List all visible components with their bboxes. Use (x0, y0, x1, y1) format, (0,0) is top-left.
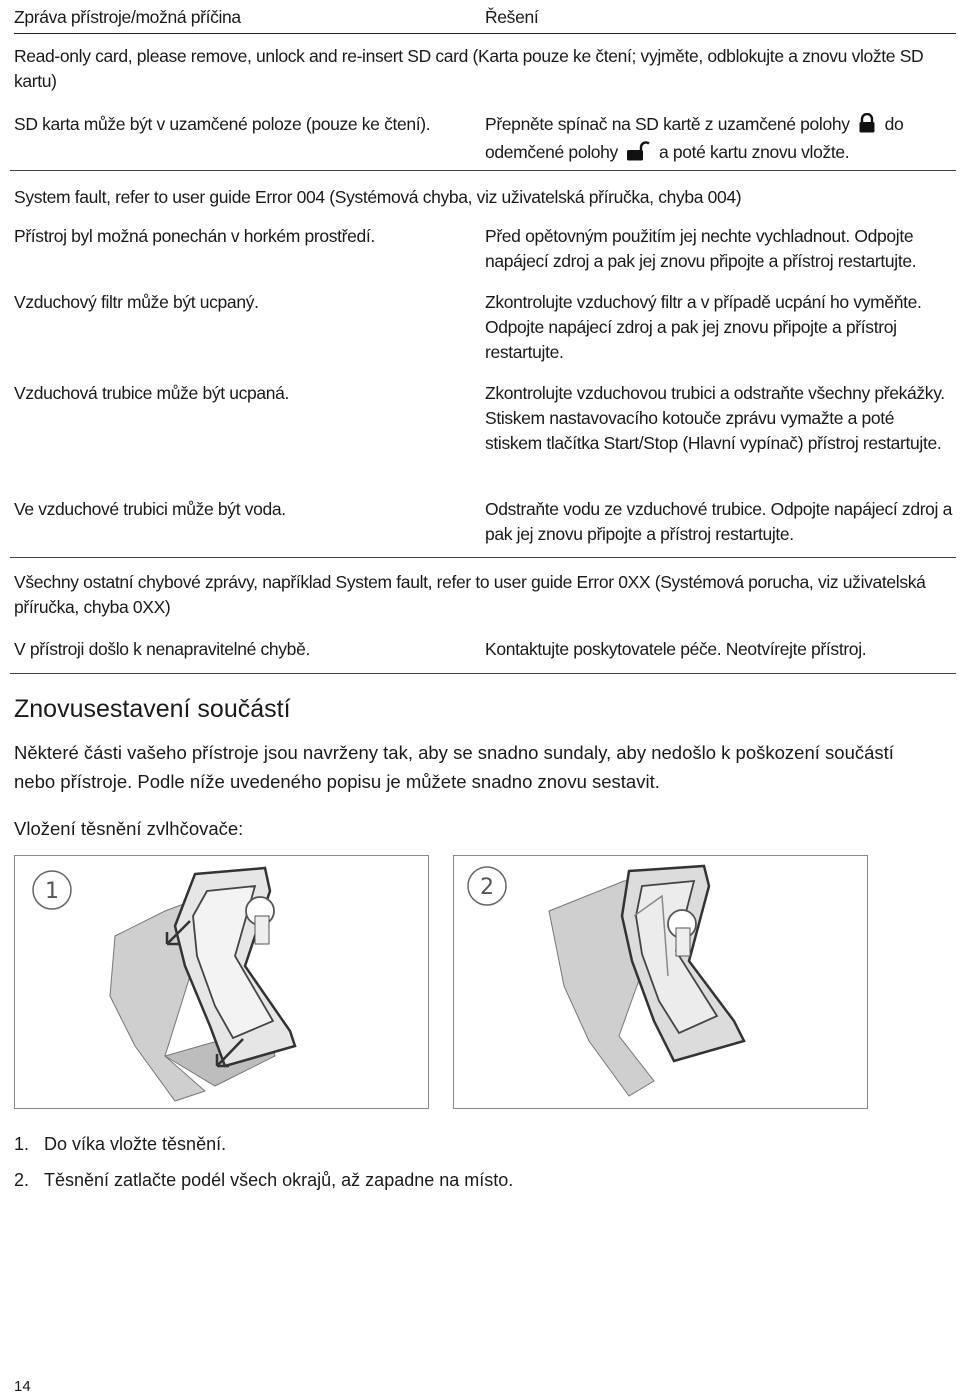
section1-fix-part4: a poté kartu znovu vložte. (658, 142, 850, 162)
cause-cell: Vzduchový filtr může být ucpaný. (14, 292, 259, 312)
section1-title: Read-only card, please remove, unlock and re-insert SD card (Karta pouze ke čtení; vyjměte, odblokujte a znovu vložte SD kartu) (14, 46, 924, 91)
step-number: 1. (14, 1134, 30, 1154)
section1-fix-part3: odemčené polohy (485, 142, 618, 162)
step-text: Těsnění zatlačte podél všech okrajů, až zapadne na místo. (44, 1170, 514, 1190)
figure-2-label: 2 (480, 875, 494, 900)
divider (10, 557, 956, 558)
divider (10, 170, 956, 171)
figure-1 (14, 855, 429, 1109)
cause-cell: Vzduchová trubice může být ucpaná. (14, 383, 290, 403)
list-item (14, 1170, 513, 1191)
intro-paragraph: Některé části vašeho přístroje jsou navrženy tak, aby se snadno sundaly, aby nedošlo k poškození součástí nebo přístroje. Podle níže uvedeného popisu je můžete snadno znovu sestavit. (14, 742, 894, 792)
fix-cell: Kontaktujte poskytovatele péče. Neotvírejte přístroj. (485, 639, 867, 659)
cause-cell: V přístroji došlo k nenapravitelné chybě. (14, 639, 310, 659)
header-cause: Zpráva přístroje/možná příčina (14, 7, 241, 27)
header-solution: Řešení (485, 7, 539, 27)
fix-cell: Odstraňte vodu ze vzduchové trubice. Odpojte napájecí zdroj a pak jej znovu připojte a přístroj restartujte. (485, 499, 952, 544)
page-number: 14 (14, 1378, 31, 1395)
section1-fix (485, 112, 955, 168)
figure-1-label: 1 (45, 879, 59, 904)
section1-cause: SD karta může být v uzamčené poloze (pouze ke čtení). (14, 114, 431, 134)
section3-title: Všechny ostatní chybové zprávy, například System fault, refer to user guide Error 0XX (Systémová porucha, viz uživatelská příručka, chyba 0XX) (14, 572, 926, 617)
humidifier-seal-illustration-2 (454, 856, 867, 1108)
locked-padlock-icon (858, 113, 876, 140)
fix-cell: Zkontrolujte vzduchovou trubici a odstraňte všechny překážky. Stiskem nastavovacího kotouče zprávu vymažte a poté stiskem tlačítka Start/Stop (Hlavní vypínač) přístroj restartujte. (485, 383, 945, 453)
figure-2 (453, 855, 868, 1109)
table-header (14, 0, 956, 34)
cause-cell: Ve vzduchové trubici může být voda. (14, 499, 286, 519)
fix-cell: Zkontrolujte vzduchový filtr a v případě ucpání ho vyměňte. Odpojte napájecí zdroj a pak jej znovu připojte a přístroj restartujte. (485, 292, 922, 362)
cause-cell: Přístroj byl možná ponechán v horkém prostředí. (14, 226, 375, 246)
section-heading: Znovusestavení součástí (14, 695, 291, 723)
fix-cell: Před opětovným použitím jej nechte vychladnout. Odpojte napájecí zdroj a pak jej znovu připojte a přístroj restartujte. (485, 226, 917, 271)
subheading: Vložení těsnění zvlhčovače: (14, 818, 244, 839)
humidifier-seal-illustration-1 (15, 856, 428, 1108)
divider (10, 673, 956, 674)
section1-fix-part1: Přepněte spínač na SD kartě z uzamčené polohy (485, 114, 850, 134)
section2-title: System fault, refer to user guide Error 004 (Systémová chyba, viz uživatelská příručka, chyba 004) (14, 187, 742, 207)
step-text: Do víka vložte těsnění. (44, 1134, 227, 1154)
unlocked-padlock-icon (626, 141, 650, 168)
list-item (14, 1134, 226, 1155)
section1-fix-part2: do (884, 114, 904, 134)
step-number: 2. (14, 1170, 30, 1190)
